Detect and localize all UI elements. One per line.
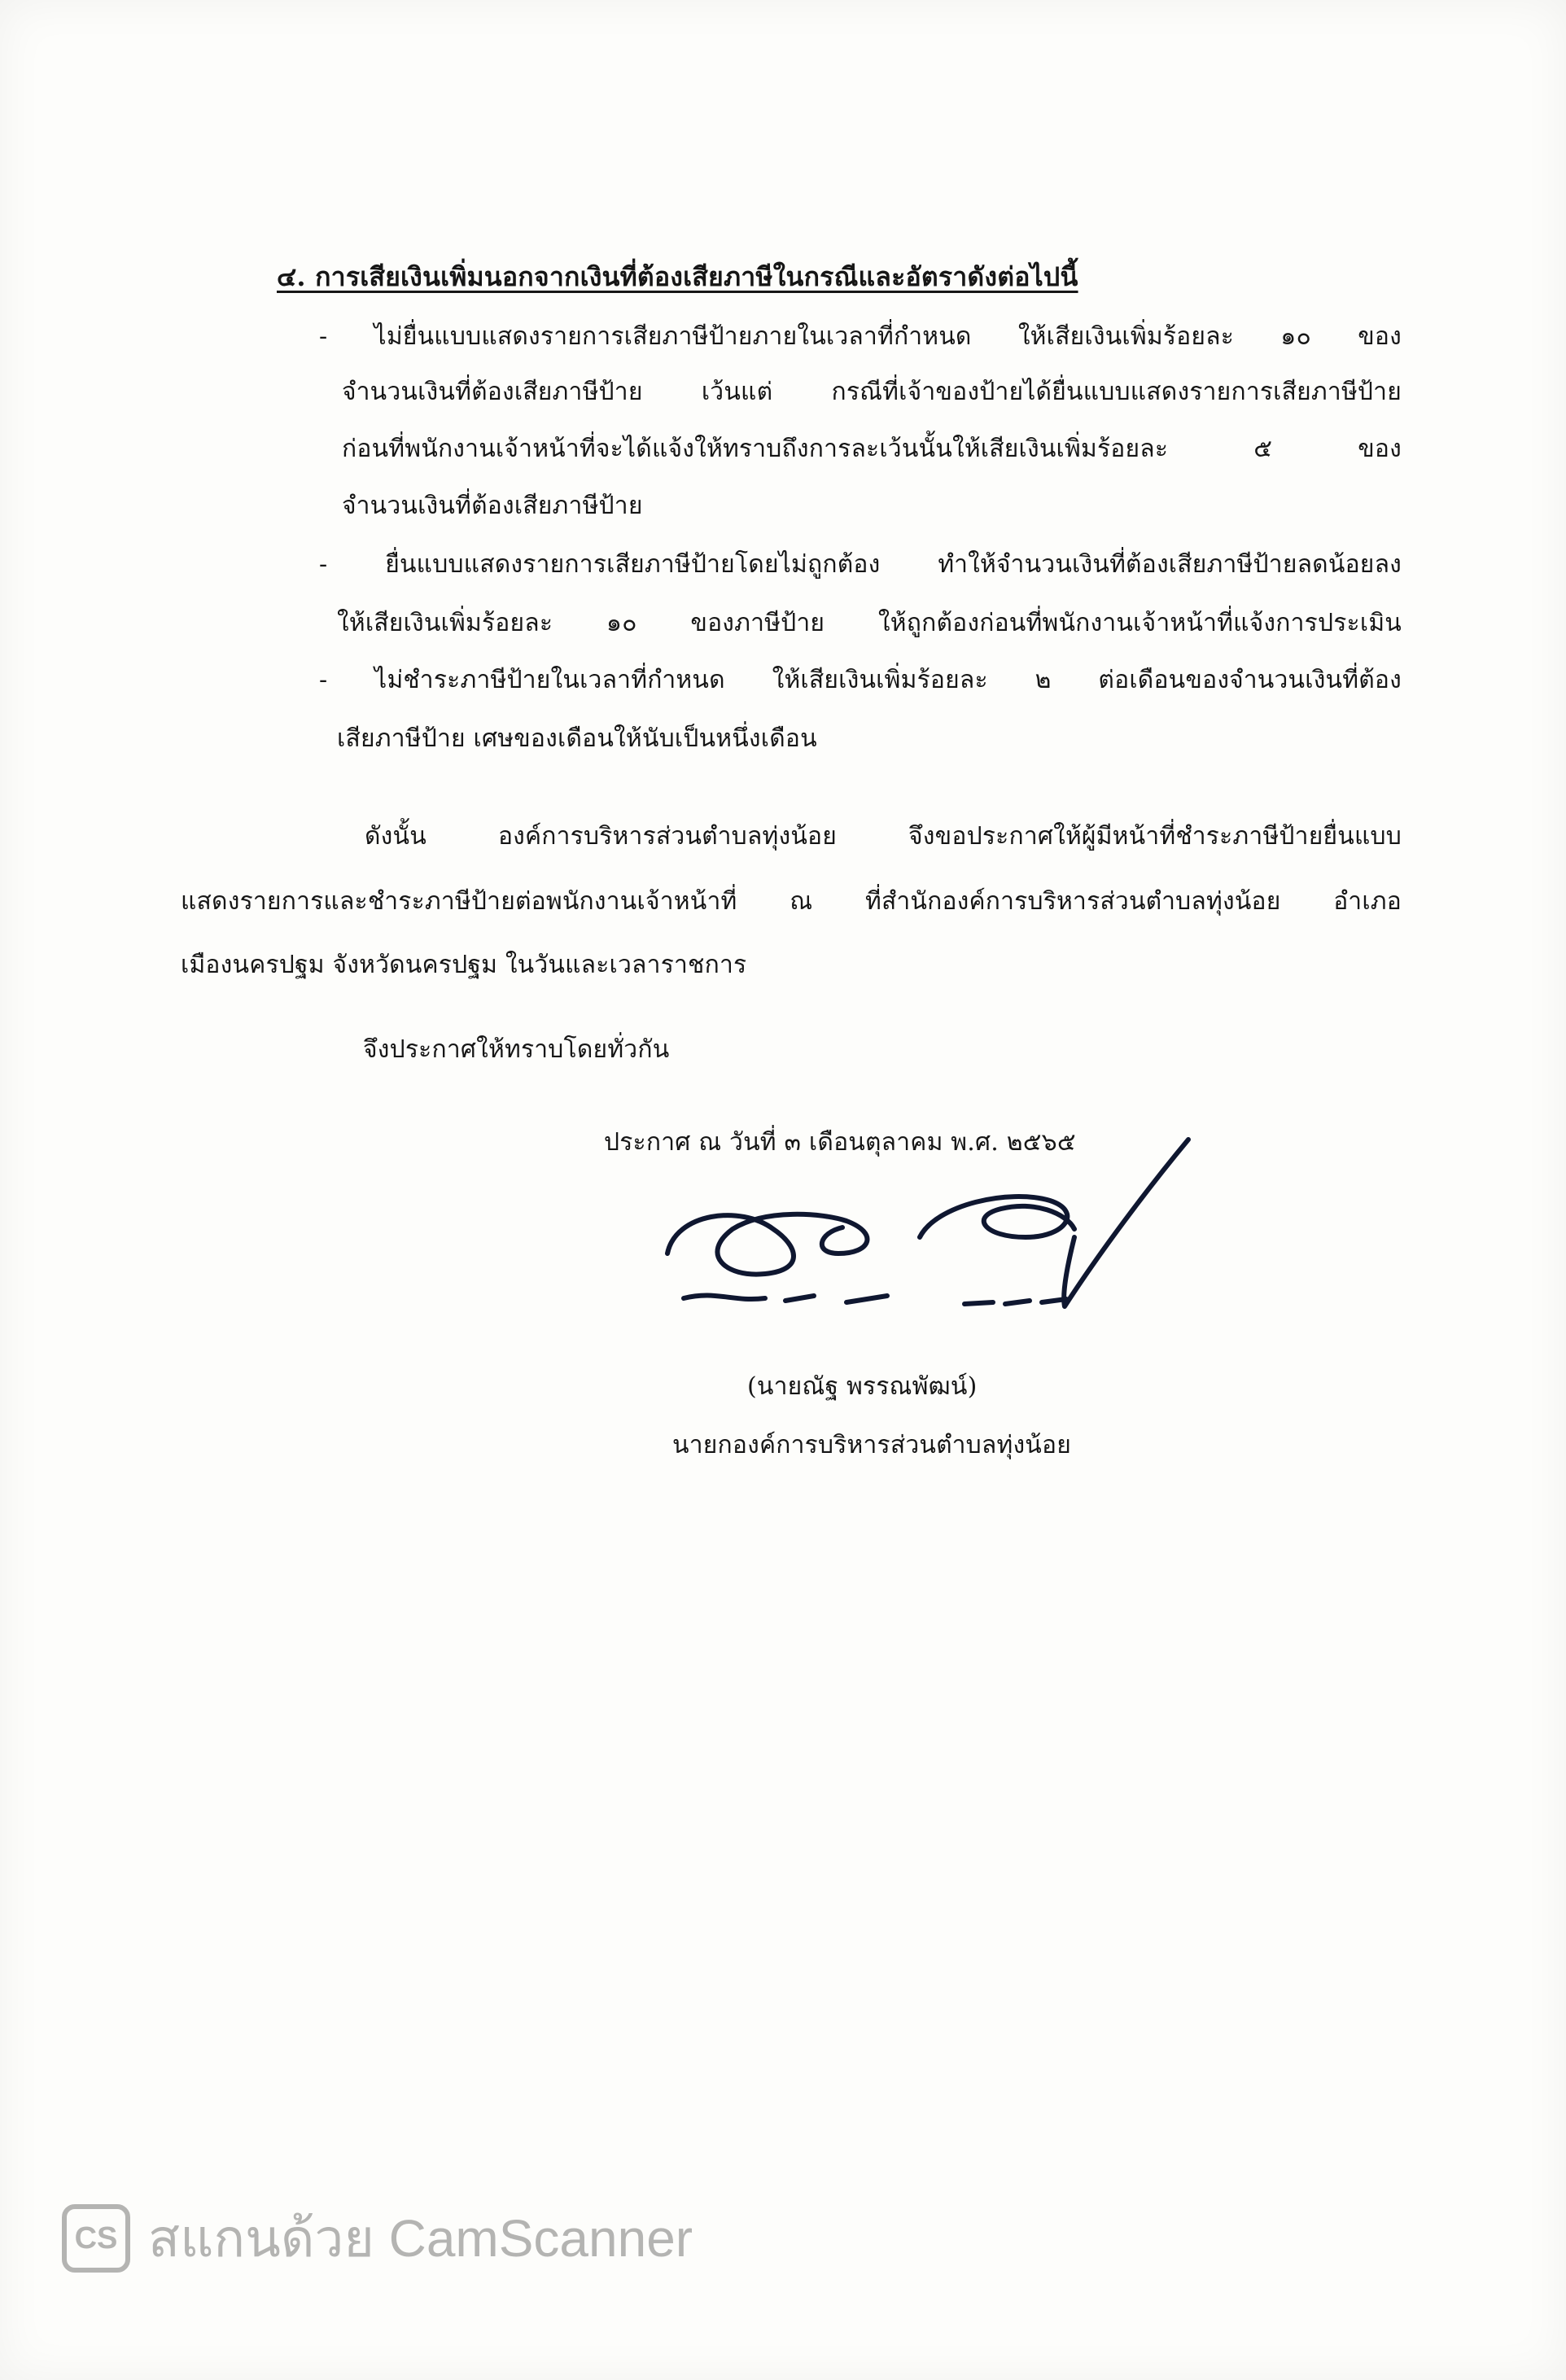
announcement-line-1: ดังนั้น องค์การบริหารส่วนตำบลทุ่งน้อย จึงขอประกาศให้ผู้มีหน้าที่ชำระภาษีป้ายยื่นแบบ — [365, 822, 1402, 851]
announcement-line-3: เมืองนครปฐม จังหวัดนครปฐม ในวันและเวลาราชการ — [181, 951, 747, 979]
closing-statement: จึงประกาศให้ทราบโดยทั่วกัน — [363, 1035, 670, 1064]
bullet-3-line-2: เสียภาษีป้าย เศษของเดือนให้นับเป็นหนึ่งเดือน — [337, 724, 817, 753]
bullet-2-line-1: - ยื่นแบบแสดงรายการเสียภาษีป้ายโดยไม่ถูกต้อง ทำให้จำนวนเงินที่ต้องเสียภาษีป้ายลดน้อยลง — [319, 550, 1402, 579]
bullet-1-line-2: จำนวนเงินที่ต้องเสียภาษีป้าย เว้นแต่ กรณีที่เจ้าของป้ายได้ยื่นแบบแสดงรายการเสียภาษีป้าย — [342, 378, 1402, 406]
announcement-line-2: แสดงรายการและชำระภาษีป้ายต่อพนักงานเจ้าหน้าที่ ณ ที่สำนักองค์การบริหารส่วนตำบลทุ่งน้อย อำเภอ — [181, 887, 1402, 916]
announcement-date: ประกาศ ณ วันที่ ๓ เดือนตุลาคม พ.ศ. ๒๕๖๕ — [604, 1128, 1076, 1157]
camscanner-watermark — [62, 2204, 693, 2273]
signer-name: (นายณัฐ พรรณพัฒน์) — [747, 1372, 978, 1401]
camscanner-watermark-text: สแกนด้วย CamScanner — [148, 2209, 693, 2268]
bullet-1-line-4: จำนวนเงินที่ต้องเสียภาษีป้าย — [342, 492, 643, 520]
signer-title: นายกองค์การบริหารส่วนตำบลทุ่งน้อย — [672, 1431, 1071, 1459]
camscanner-logo-icon: CS — [62, 2204, 130, 2273]
bullet-2-line-2: ให้เสียเงินเพิ่มร้อยละ ๑๐ ของภาษีป้าย ให้ถูกต้องก่อนที่พนักงานเจ้าหน้าที่แจ้งการประเมิน — [337, 609, 1402, 637]
bullet-1-line-3: ก่อนที่พนักงานเจ้าหน้าที่จะได้แจ้งให้ทราบถึงการละเว้นนั้นให้เสียเงินเพิ่มร้อยละ ๕ ของ — [342, 435, 1402, 463]
handwritten-signature — [643, 1131, 1196, 1335]
section-heading: ๔. การเสียเงินเพิ่มนอกจากเงินที่ต้องเสียภาษีในกรณีและอัตราดังต่อไปนี้ — [277, 261, 1078, 292]
bullet-3-line-1: - ไม่ชำระภาษีป้ายในเวลาที่กำหนด ให้เสียเงินเพิ่มร้อยละ ๒ ต่อเดือนของจำนวนเงินที่ต้อง — [319, 666, 1402, 694]
bullet-1-line-1: - ไม่ยื่นแบบแสดงรายการเสียภาษีป้ายภายในเวลาที่กำหนด ให้เสียเงินเพิ่มร้อยละ ๑๐ ของ — [319, 322, 1402, 351]
